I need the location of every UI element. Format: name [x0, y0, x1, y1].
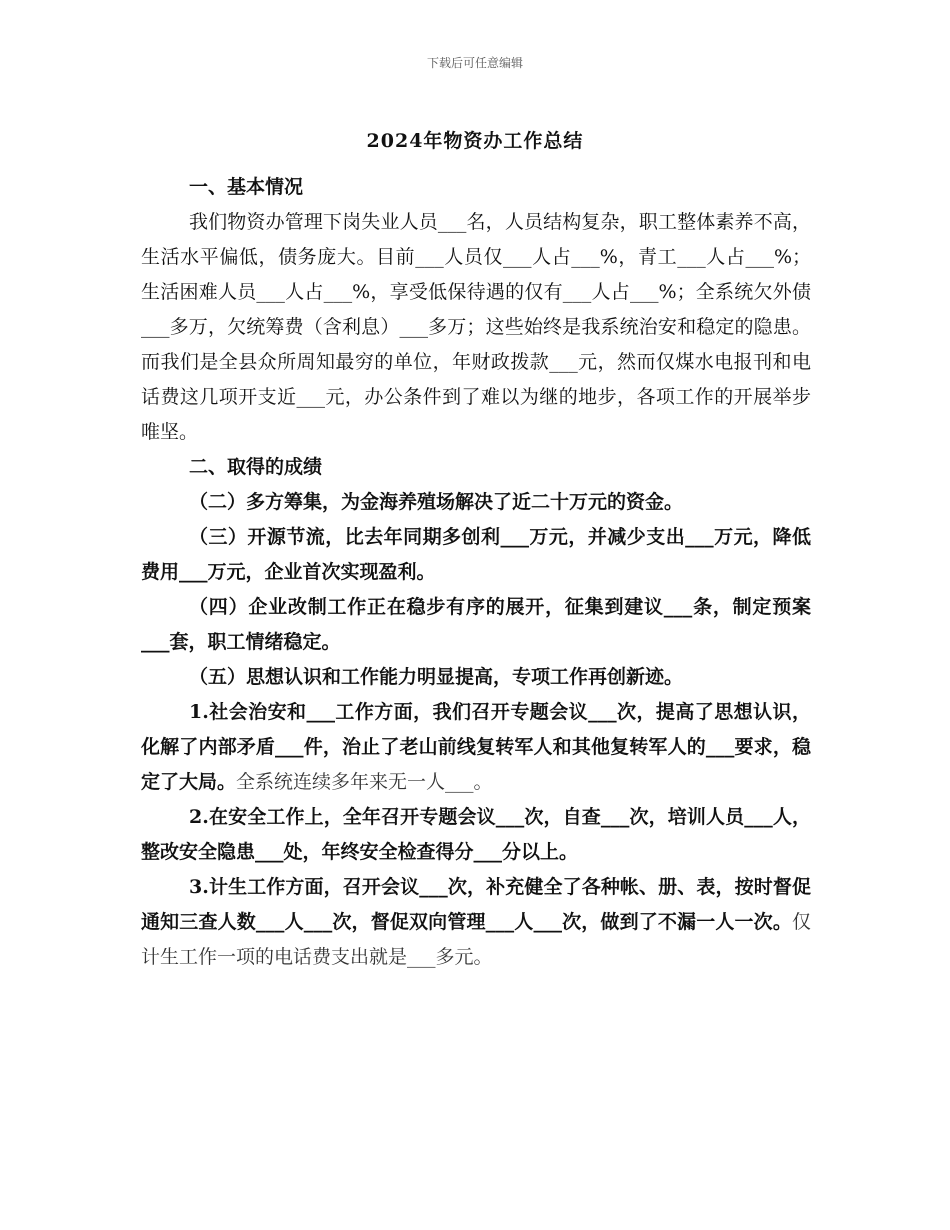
paragraph-basic-situation: 我们物资办管理下岗失业人员___名，人员结构复杂，职工整体素养不高，生活水平偏低，债务庞大。目前___人员仅___人占___%，青工___人占___%；生活困难人员___人占___%，享受低保待遇的仅有___人占___%；全系统欠外债___多万，欠统筹费（含利息）___多万；这些始终是我系统治安和稳定的隐患。而我们是全县众所周知最穷的单位，年财政拨款___元，然而仅煤水电报刊和电话费这几项开支近___元，办公条件到了难以为继的地步，各项工作的开展举步唯坚。: [141, 211, 811, 443]
sub-item-1-note: 全系统连续多年来无一人___。: [236, 771, 493, 793]
section-heading-achievements: 二、取得的成绩: [189, 456, 323, 478]
achievement-item-5: （五）思想认识和工作能力明显提高，专项工作再创新迹。: [189, 666, 684, 688]
section-heading-basic: 一、基本情况: [189, 176, 304, 198]
sub-item-1: [141, 695, 811, 800]
achievement-item-4: （四）企业改制工作正在稳步有序的展开，征集到建议___条，制定预案___套，职工情绪稳定。: [141, 596, 811, 653]
achievement-item-2: （二）多方筹集，为金海养殖场解决了近二十万元的资金。: [189, 491, 684, 513]
achievement-item-3: （三）开源节流，比去年同期多创利___万元，并减少支出___万元，降低费用___万元，企业首次实现盈利。: [141, 526, 811, 583]
sub-item-3-main: 3.计生工作方面，召开会议___次，补充健全了各种帐、册、表，按时督促通知三查人数___人___次，督促双向管理___人___次，做到了不漏一人一次。: [141, 876, 811, 933]
header-note: 下载后可任意编辑: [426, 56, 523, 70]
document-body: [141, 170, 811, 975]
sub-item-3-note: 仅计生工作一项的电话费支出就是___多元。: [141, 911, 811, 968]
sub-item-1-main: 1.社会治安和___工作方面，我们召开专题会议___次，提高了思想认识，化解了内部矛盾___件，治止了老山前线复转军人和其他复转军人的___要求，稳定了大局。: [141, 701, 811, 793]
sub-item-3: [141, 870, 811, 975]
document-title: 2024年物资办工作总结: [366, 130, 584, 152]
sub-item-2: 2.在安全工作上，全年召开专题会议___次，自查___次，培训人员___人，整改安全隐患___处，年终安全检查得分___分以上。: [141, 806, 811, 863]
